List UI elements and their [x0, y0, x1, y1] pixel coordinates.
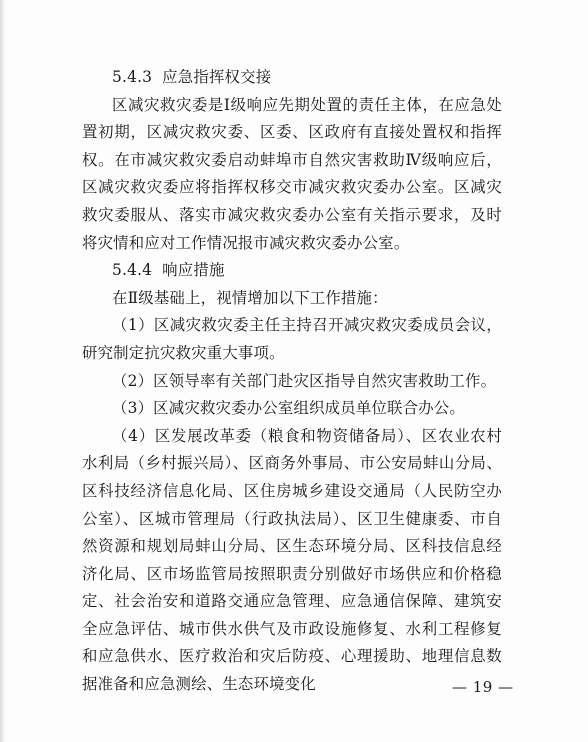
section-heading-5-4-3 — [82, 64, 502, 92]
list-item-1: （1）区减灾救灾委主任主持召开减灾救灾委成员会议，研究制定抗灾救灾重大事项。 — [82, 316, 502, 362]
list-item-4: （4）区发展改革委（粮食和物资储备局）、区农业农村水利局（乡村振兴局）、区商务外事局、市公安局蚌山分局、区科技经济信息化局、区住房城乡建设交通局（人民防空办公室）、区城市管理局（行政执法局）、区卫生健康委、市自然资源和规划局蚌山分局、区生态环境分局、区科技信息经济化局、区市场监管局按照职责分别做好市场供应和价格稳定、社会治安和道路交通应急管理、应急通信保障、建筑安全应急评估、城市供水供气及市政设施修复、水利工程修复和应急供水、医疗救治和灾后防疫、心理援助、地理信息数据准备和应急测绘、生态环境变化 — [82, 426, 502, 694]
document-body — [82, 64, 502, 699]
section-heading-5-4-4 — [82, 257, 502, 285]
section-title: 响应措施 — [162, 261, 225, 280]
paragraph-intro: 在Ⅱ级基础上，视情增加以下工作措施： — [112, 288, 388, 307]
page-edge-shadow — [0, 0, 6, 742]
section-number: 5.4.3 — [112, 68, 153, 86]
list-item-3: （3）区减灾救灾委办公室组织成员单位联合办公。 — [112, 399, 465, 418]
section-title: 应急指挥权交接 — [162, 68, 272, 86]
page-number: — 19 — — [452, 678, 514, 696]
paragraph-command-handover: 区减灾救灾委是Ⅰ级响应先期处置的责任主体，在应急处置初期，区减灾救灾委、区委、区政府有直接处置权和指挥权。在市减灾救灾委启动蚌埠市自然灾害救助Ⅳ级响应后，区减灾救灾委应将指挥权移交市减灾救灾委办公室。区减灾救灾委服从、落实市减灾救灾委办公室有关指示要求，及时将灾情和应对工作情况报市减灾救灾委办公室。 — [82, 95, 502, 252]
section-number: 5.4.4 — [112, 261, 153, 280]
list-item-2: （2）区领导率有关部门赴灾区指导自然灾害救助工作。 — [112, 371, 497, 390]
